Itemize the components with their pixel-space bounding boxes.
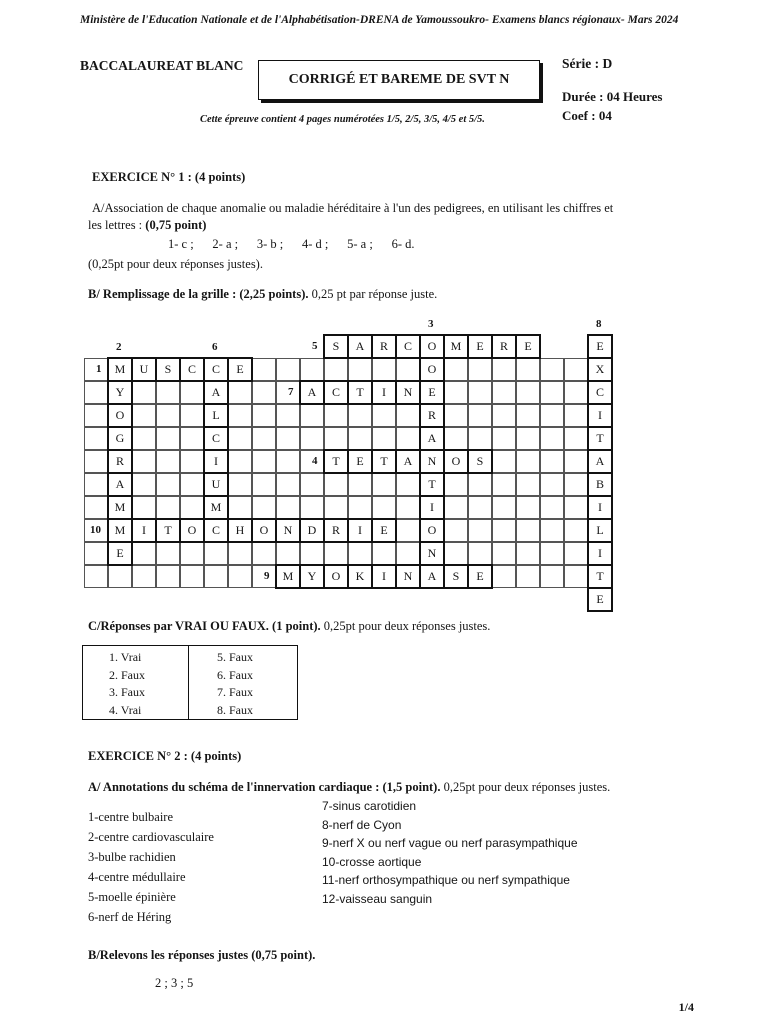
exam-label: BACCALAUREAT BLANC [80, 58, 244, 73]
grid-letter-cell: M [204, 496, 228, 519]
grid-cell-empty [228, 496, 252, 519]
grid-letter-cell: C [204, 519, 228, 542]
grid-cell-empty [276, 496, 300, 519]
grid-cell-empty [372, 358, 396, 381]
grid-letter-cell: I [420, 496, 444, 519]
grid-cell-empty [252, 450, 276, 473]
grid-cell-empty [564, 450, 588, 473]
ex2-b-title: B/Relevons les réponses justes (0,75 point). [88, 948, 316, 962]
grid-cell-empty [252, 381, 276, 404]
vf-item: 5. Faux [217, 650, 253, 664]
grid-cell-empty [180, 542, 204, 565]
duree-label: Durée : 04 Heures [562, 89, 663, 104]
grid-cell-empty [180, 450, 204, 473]
grid-cell-empty [156, 450, 180, 473]
grid-cell-empty [276, 473, 300, 496]
grid-cell-empty [84, 565, 108, 588]
grid-cell-empty [492, 565, 516, 588]
grid-cell-empty [444, 381, 468, 404]
grid-letter-cell: I [204, 450, 228, 473]
annotation-item: 5-moelle épinière [88, 890, 176, 904]
grid-letter-cell: M [444, 335, 468, 358]
ex2-right-list [322, 797, 578, 908]
grid-cell-empty [228, 381, 252, 404]
grid-letter-cell: I [132, 519, 156, 542]
grid-letter-cell: E [516, 335, 540, 358]
grid-cell-empty [156, 427, 180, 450]
grid-cell-empty [276, 450, 300, 473]
grid-cell-empty [276, 427, 300, 450]
grid-letter-cell: M [108, 519, 132, 542]
annotation-item: 4-centre médullaire [88, 870, 186, 884]
grid-cell-empty [252, 496, 276, 519]
grid-letter-cell: A [348, 335, 372, 358]
grid-cell-empty [132, 404, 156, 427]
grid-letter-cell: S [156, 358, 180, 381]
grid-cell-empty [348, 473, 372, 496]
grid-cell-empty [396, 427, 420, 450]
grid-cell-empty [468, 542, 492, 565]
grid-cell-empty [564, 358, 588, 381]
grid-letter-cell: C [204, 358, 228, 381]
coef-label: Coef : 04 [562, 108, 612, 123]
grid-cell-empty [156, 542, 180, 565]
grid-cell-empty [492, 358, 516, 381]
grid-cell-empty [564, 542, 588, 565]
word-number-5: 5 [312, 340, 318, 352]
grid-cell-empty [564, 473, 588, 496]
grid-cell-empty [444, 542, 468, 565]
grid-cell-empty [132, 496, 156, 519]
grid-cell-empty [132, 381, 156, 404]
annotation-item: 7-sinus carotidien [322, 799, 417, 813]
grid-letter-cell: E [468, 335, 492, 358]
grid-cell-empty [540, 450, 564, 473]
vf-divider [188, 646, 189, 719]
grid-cell-empty [516, 542, 540, 565]
grid-letter-cell: A [420, 427, 444, 450]
grid-letter-cell: G [108, 427, 132, 450]
grid-cell-empty [156, 404, 180, 427]
grid-cell-empty [492, 473, 516, 496]
ex1-b-heading [88, 287, 437, 302]
grid-letter-cell: N [396, 381, 420, 404]
grid-letter-cell: O [252, 519, 276, 542]
grid-letter-cell: L [588, 519, 612, 542]
grid-letter-cell: O [444, 450, 468, 473]
vf-item: 4. Vrai [109, 702, 142, 717]
grid-letter-cell: E [588, 588, 612, 611]
grid-cell-empty [468, 381, 492, 404]
grid-cell-empty [396, 358, 420, 381]
grid-cell-empty [276, 404, 300, 427]
grid-cell-empty [180, 404, 204, 427]
grid-letter-cell: C [204, 427, 228, 450]
grid-cell-empty [228, 542, 252, 565]
grid-cell-empty [492, 381, 516, 404]
grid-cell-empty [540, 565, 564, 588]
word-number-7: 7 [288, 386, 294, 398]
ministry-header: Ministère de l'Education Nationale et de l'Alphabétisation-DRENA de Yamoussoukro- Examens blancs régionaux- Mars 2024 [80, 14, 679, 26]
grid-letter-cell: M [276, 565, 300, 588]
grid-letter-cell: I [372, 565, 396, 588]
grid-letter-cell: O [420, 519, 444, 542]
grid-cell-empty [372, 542, 396, 565]
grid-cell-empty [492, 542, 516, 565]
grid-cell-empty [468, 473, 492, 496]
vf-item: 7. Faux [217, 685, 253, 699]
annotation-item: 6-nerf de Héring [88, 910, 172, 924]
grid-cell-empty [324, 404, 348, 427]
grid-cell-empty [84, 450, 108, 473]
grid-cell-empty [540, 358, 564, 381]
grid-letter-cell: T [420, 473, 444, 496]
grid-cell-empty [516, 381, 540, 404]
grid-letter-cell: B [588, 473, 612, 496]
grid-letter-cell: S [444, 565, 468, 588]
grid-letter-cell: I [348, 519, 372, 542]
page-number: 1/4 [678, 1000, 694, 1014]
ex2-a-heading [88, 780, 610, 795]
grid-cell-empty [132, 542, 156, 565]
grid-letter-cell: O [180, 519, 204, 542]
grid-letter-cell: M [108, 358, 132, 381]
ex1-a-note: (0,25pt pour deux réponses justes). [88, 257, 263, 271]
grid-letter-cell: U [132, 358, 156, 381]
grid-cell-empty [516, 358, 540, 381]
grid-cell-empty [516, 519, 540, 542]
grid-cell-empty [348, 404, 372, 427]
grid-cell-empty [132, 427, 156, 450]
grid-cell-empty [228, 404, 252, 427]
grid-cell-empty [228, 473, 252, 496]
word-number-3: 3 [428, 318, 434, 330]
word-number-10: 10 [90, 524, 101, 536]
grid-letter-cell: T [324, 450, 348, 473]
grid-cell-empty [84, 404, 108, 427]
grid-letter-cell: R [372, 335, 396, 358]
grid-cell-empty [540, 542, 564, 565]
ex1-b-title: B/ Remplissage de la grille : (2,25 points). [88, 287, 309, 301]
ex1-c-note: 0,25pt pour deux réponses justes. [320, 619, 491, 633]
grid-letter-cell: L [204, 404, 228, 427]
grid-cell-empty [564, 519, 588, 542]
grid-letter-cell: N [396, 565, 420, 588]
grid-cell-empty [564, 496, 588, 519]
grid-cell-empty [180, 496, 204, 519]
word-number-6: 6 [212, 341, 218, 353]
grid-cell-empty [252, 358, 276, 381]
pages-note: Cette épreuve contient 4 pages numérotées 1/5, 2/5, 3/5, 4/5 et 5/5. [200, 114, 485, 125]
grid-cell-empty [396, 542, 420, 565]
grid-cell-empty [252, 427, 276, 450]
grid-cell-empty [252, 542, 276, 565]
serie-label: Série : D [562, 56, 613, 71]
grid-letter-cell: R [324, 519, 348, 542]
grid-letter-cell: R [492, 335, 516, 358]
grid-cell-empty [444, 404, 468, 427]
grid-cell-empty [300, 473, 324, 496]
grid-cell-empty [324, 473, 348, 496]
vf-item: 3. Faux [109, 685, 145, 699]
grid-letter-cell: U [204, 473, 228, 496]
grid-cell-empty [396, 473, 420, 496]
annotation-item: 8-nerf de Cyon [322, 817, 402, 832]
crossword-grid [84, 318, 612, 613]
grid-cell-empty [156, 565, 180, 588]
grid-cell-empty [180, 565, 204, 588]
grid-letter-cell: A [204, 381, 228, 404]
grid-letter-cell: N [420, 542, 444, 565]
grid-cell-empty [300, 542, 324, 565]
grid-cell-empty [468, 404, 492, 427]
ex2-left-list [88, 807, 214, 927]
grid-cell-empty [228, 450, 252, 473]
grid-cell-empty [348, 496, 372, 519]
grid-cell-empty [468, 427, 492, 450]
grid-cell-empty [540, 404, 564, 427]
annotation-item: 11-nerf orthosympathique ou nerf sympathique [322, 873, 570, 887]
grid-letter-cell: E [588, 335, 612, 358]
grid-cell-empty [132, 450, 156, 473]
grid-cell-empty [180, 381, 204, 404]
grid-cell-empty [516, 450, 540, 473]
grid-letter-cell: A [300, 381, 324, 404]
grid-letter-cell: C [324, 381, 348, 404]
grid-letter-cell: T [588, 565, 612, 588]
grid-letter-cell: I [588, 496, 612, 519]
grid-cell-empty [564, 404, 588, 427]
grid-cell-empty [492, 427, 516, 450]
grid-cell-empty [396, 496, 420, 519]
grid-cell-empty [564, 381, 588, 404]
grid-letter-cell: O [420, 358, 444, 381]
grid-cell-empty [540, 427, 564, 450]
grid-cell-empty [204, 565, 228, 588]
annotation-item: 3-bulbe rachidien [88, 850, 176, 864]
grid-cell-empty [492, 404, 516, 427]
grid-cell-empty [564, 427, 588, 450]
grid-cell-empty [540, 496, 564, 519]
grid-letter-cell: C [588, 381, 612, 404]
grid-letter-cell: R [420, 404, 444, 427]
grid-cell-empty [180, 427, 204, 450]
grid-cell-empty [300, 427, 324, 450]
vf-col-left [109, 649, 145, 719]
grid-cell-empty [228, 427, 252, 450]
grid-cell-empty [324, 542, 348, 565]
vf-col-right [217, 649, 253, 719]
grid-cell-empty [372, 404, 396, 427]
grid-cell-empty [396, 519, 420, 542]
grid-letter-cell: E [468, 565, 492, 588]
grid-cell-empty [468, 519, 492, 542]
grid-cell-empty [84, 381, 108, 404]
ex1-a-answers: 1- c ; 2- a ; 3- b ; 4- d ; 5- a ; 6- d. [168, 237, 415, 251]
grid-cell-empty [516, 404, 540, 427]
ex1-title: EXERCICE N° 1 : (4 points) [92, 170, 246, 184]
grid-cell-empty [372, 473, 396, 496]
ex2-a-title: A/ Annotations du schéma de l'innervation cardiaque : (1,5 point). [88, 780, 441, 794]
grid-letter-cell: C [396, 335, 420, 358]
grid-cell-empty [180, 473, 204, 496]
ex1-c-title: C/Réponses par VRAI OU FAUX. (1 point). [88, 619, 321, 633]
ex1-c-heading [88, 619, 490, 634]
grid-cell-empty [84, 473, 108, 496]
document-title: CORRIGÉ ET BAREME DE SVT N [258, 60, 540, 100]
grid-cell-empty [444, 358, 468, 381]
grid-cell-empty [348, 358, 372, 381]
grid-cell-empty [156, 473, 180, 496]
grid-cell-empty [348, 542, 372, 565]
annotation-item: 12-vaisseau sanguin [322, 891, 433, 906]
word-number-2: 2 [116, 341, 122, 353]
annotation-item: 2-centre cardiovasculaire [88, 830, 214, 844]
grid-letter-cell: E [348, 450, 372, 473]
grid-letter-cell: M [108, 496, 132, 519]
grid-cell-empty [492, 519, 516, 542]
ex2-a-note: 0,25pt pour deux réponses justes. [440, 780, 611, 794]
grid-letter-cell: E [108, 542, 132, 565]
vf-item: 6. Faux [217, 667, 253, 682]
grid-cell-empty [372, 496, 396, 519]
vf-item: 1. Vrai [109, 650, 142, 664]
grid-letter-cell: A [108, 473, 132, 496]
grid-cell-empty [132, 565, 156, 588]
grid-cell-empty [252, 473, 276, 496]
grid-letter-cell: X [588, 358, 612, 381]
annotation-item: 10-crosse aortique [322, 854, 422, 869]
grid-letter-cell: N [276, 519, 300, 542]
word-number-4: 4 [312, 455, 318, 467]
grid-cell-empty [84, 427, 108, 450]
grid-letter-cell: R [108, 450, 132, 473]
ex1-b-note: 0,25 pt par réponse juste. [308, 287, 438, 301]
grid-cell-empty [252, 404, 276, 427]
grid-cell-empty [468, 358, 492, 381]
ex1-a-text-1: A/Association de chaque anomalie ou maladie héréditaire à l'un des pedigrees, en utilisant les chiffres et [92, 201, 614, 215]
grid-letter-cell: H [228, 519, 252, 542]
grid-cell-empty [276, 358, 300, 381]
word-number-1: 1 [96, 363, 102, 375]
grid-cell-empty [276, 542, 300, 565]
word-number-8: 8 [596, 318, 602, 330]
grid-cell-empty [156, 496, 180, 519]
grid-cell-empty [348, 427, 372, 450]
grid-letter-cell: E [420, 381, 444, 404]
grid-letter-cell: T [156, 519, 180, 542]
grid-letter-cell: I [372, 381, 396, 404]
ex2-b-answers: 2 ; 3 ; 5 [155, 976, 194, 990]
grid-cell-empty [228, 565, 252, 588]
grid-letter-cell: S [324, 335, 348, 358]
grid-cell-empty [444, 496, 468, 519]
grid-letter-cell: E [372, 519, 396, 542]
grid-letter-cell: O [108, 404, 132, 427]
grid-letter-cell: T [372, 450, 396, 473]
grid-cell-empty [516, 565, 540, 588]
ex1-a-text-2-label: les lettres : [88, 218, 146, 232]
grid-cell-empty [444, 473, 468, 496]
grid-cell-empty [300, 404, 324, 427]
grid-letter-cell: A [420, 565, 444, 588]
grid-cell-empty [324, 427, 348, 450]
vf-item: 2. Faux [109, 667, 145, 682]
ex1-a-points: (0,75 point) [145, 218, 207, 232]
grid-cell-empty [468, 496, 492, 519]
vrai-faux-table [82, 645, 298, 720]
grid-letter-cell: T [588, 427, 612, 450]
grid-cell-empty [132, 473, 156, 496]
grid-cell-empty [540, 381, 564, 404]
grid-letter-cell: I [588, 542, 612, 565]
grid-letter-cell: N [420, 450, 444, 473]
grid-letter-cell: S [468, 450, 492, 473]
grid-letter-cell: A [396, 450, 420, 473]
grid-cell-empty [156, 381, 180, 404]
vf-item: 8. Faux [217, 702, 253, 717]
grid-letter-cell: T [348, 381, 372, 404]
grid-cell-empty [444, 427, 468, 450]
grid-cell-empty [84, 542, 108, 565]
grid-cell-empty [84, 496, 108, 519]
grid-cell-empty [540, 519, 564, 542]
ex1-a-text-2 [88, 218, 206, 233]
grid-letter-cell: C [180, 358, 204, 381]
grid-letter-cell: K [348, 565, 372, 588]
grid-letter-cell: O [420, 335, 444, 358]
grid-cell-empty [300, 496, 324, 519]
grid-cell-empty [324, 496, 348, 519]
grid-cell-empty [516, 427, 540, 450]
grid-cell-empty [492, 496, 516, 519]
grid-cell-empty [564, 565, 588, 588]
grid-cell-empty [324, 358, 348, 381]
annotation-item: 9-nerf X ou nerf vague ou nerf parasympathique [322, 836, 578, 850]
grid-cell-empty [492, 450, 516, 473]
grid-letter-cell: D [300, 519, 324, 542]
grid-cell-empty [372, 427, 396, 450]
grid-letter-cell: Y [108, 381, 132, 404]
grid-cell-empty [204, 542, 228, 565]
grid-cell-empty [516, 496, 540, 519]
grid-letter-cell: A [588, 450, 612, 473]
grid-letter-cell: Y [300, 565, 324, 588]
grid-cell-empty [396, 404, 420, 427]
grid-letter-cell: E [228, 358, 252, 381]
grid-cell-empty [300, 358, 324, 381]
annotation-item: 1-centre bulbaire [88, 810, 174, 824]
ex2-title: EXERCICE N° 2 : (4 points) [88, 749, 242, 763]
grid-cell-empty [444, 519, 468, 542]
grid-cell-empty [108, 565, 132, 588]
word-number-9: 9 [264, 570, 270, 582]
grid-cell-empty [516, 473, 540, 496]
grid-letter-cell: O [324, 565, 348, 588]
grid-letter-cell: I [588, 404, 612, 427]
grid-cell-empty [540, 473, 564, 496]
